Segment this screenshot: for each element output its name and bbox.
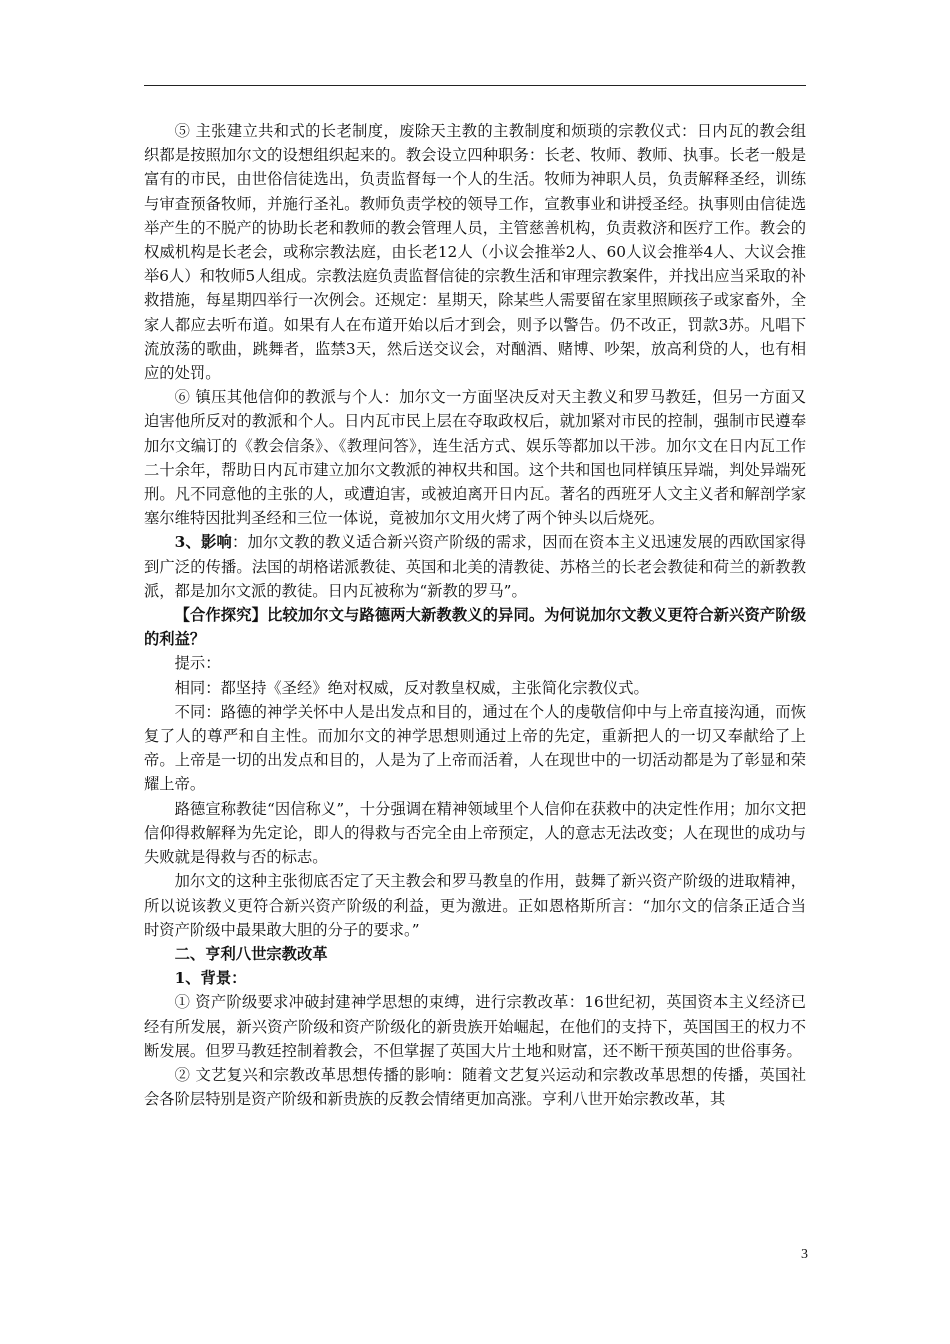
subheading-background: 1、背景：	[174, 969, 247, 988]
paragraph-justification-by-faith: 路德宣称教徒“因信称义”，十分强调在精神领域里个人信仰在获救中的决定性作用；加尔文把信仰得救解释为先定论，即人的得救与否完全由上帝预定，人的意志无法改变；人在现世的成功与失败就是得救与否的标志。	[144, 799, 806, 867]
influence-heading: 3、影响	[174, 533, 233, 552]
paragraph-church-organization: ⑤ 主张建立共和式的长老制度，废除天主教的主教制度和烦琐的宗教仪式：日内瓦的教会组织都是按照加尔文的设想组织起来的。教会设立四种职务：长老、牧师、教师、执事。长老一般是富有的市民，由世俗信徒选出，负责监督每一个人的生活。牧师为神职人员，负责解释圣经，训练与审查预备牧师，并施行圣礼。教师负责学校的领导工作，宣教事业和讲授圣经。执事则由信徒选举产生的不脱产的协助长老和教师的教会管理人员，主管慈善机构，负责救济和医疗工作。教会的权威机构是长老会，或称宗教法庭，由长老12人（小议会推举2人、60人议会推举4人、大议会推举6人）和牧师5人组成。宗教法庭负责监督信徒的宗教生活和审理宗教案件，并找出应当采取的补救措施，每星期四举行一次例会。还规定：星期天，除某些人需要留在家里照顾孩子或家畜外，全家人都应去听布道。如果有人在布道开始以后才到会，则予以警告。仍不改正，罚款3苏。凡唱下流放荡的歌曲，跳舞者，监禁3天，然后送交议会，对酗酒、赌博、吵架，放高利贷的人，也有相应的处罚。	[144, 122, 806, 383]
document-body	[144, 119, 806, 1111]
section-heading-henry-viii: 二、亨利八世宗教改革	[174, 944, 328, 963]
paragraph-calvin-conclusion: 加尔文的这种主张彻底否定了天主教会和罗马教皇的作用，鼓舞了新兴资产阶级的进取精神，所以说该教义更符合新兴资产阶级的利益，更为激进。正如恩格斯所言：“加尔文的信条正适合当时资产阶级中最果敢大胆的分子的要求。”	[144, 872, 806, 939]
paragraph-background-1: ① 资产阶级要求冲破封建神学思想的束缚，进行宗教改革：16世纪初，英国资本主义经济已经有所发展，新兴资产阶级和资产阶级化的新贵族开始崛起，在他们的支持下，英国国王的权力不断发展。但罗马教廷控制着教会，不但掌握了英国大片土地和财富，还不断干预英国的世俗事务。	[144, 993, 806, 1060]
paragraph-differences: 不同：路德的神学关怀中人是出发点和目的，通过在个人的虔敬信仰中与上帝直接沟通，而恢复了人的尊严和自主性。而加尔文的神学思想则通过上帝的先定，重新把人的一切又奉献给了上帝。上帝是一切的出发点和目的，人是为了上帝而活着，人在现世中的一切活动都是为了彰显和荣耀上帝。	[144, 702, 806, 794]
hint-label: 提示：	[174, 654, 221, 673]
paragraph-background-2: ② 文艺复兴和宗教改革思想传播的影响：随着文艺复兴运动和宗教改革思想的传播，英国社会各阶层特别是资产阶级和新贵族的反教会情绪更加高涨。亨利八世开始宗教改革，其	[144, 1065, 806, 1109]
page-number: 3	[801, 1247, 808, 1262]
paragraph-influence	[144, 530, 806, 603]
influence-text: ：加尔文教的教义适合新兴资产阶级的需求，因而在资本主义迅速发展的西欧国家得到广泛的传播。法国的胡格诺派教徒、英国和北美的清教徒、苏格兰的长老会教徒和荷兰的新教教派，都是加尔文派的教徒。日内瓦被称为“新教的罗马”。	[144, 533, 806, 600]
header-rule	[144, 85, 806, 86]
paragraph-suppression: ⑥ 镇压其他信仰的教派与个人：加尔文一方面坚决反对天主教义和罗马教廷，但另一方面又迫害他所反对的教派和个人。日内瓦市民上层在夺取政权后，就加紧对市民的控制，强制市民遵奉加尔文编订的《教会信条》、《教理问答》，连生活方式、娱乐等都加以干涉。加尔文在日内瓦工作二十余年，帮助日内瓦市建立加尔文教派的神权共和国。这个共和国也同样镇压异端，判处异端死刑。凡不同意他的主张的人，或遭迫害，或被迫离开日内瓦。著名的西班牙人文主义者和解剖学家塞尔维特因批判圣经和三位一体说，竟被加尔文用火烤了两个钟头以后烧死。	[144, 388, 806, 528]
cooperative-inquiry-heading: 【合作探究】比较加尔文与路德两大新教教义的异同。为何说加尔文教义更符合新兴资产阶级的利益？	[144, 606, 806, 649]
paragraph-similarities: 相同：都坚持《圣经》绝对权威，反对教皇权威，主张简化宗教仪式。	[174, 678, 649, 697]
